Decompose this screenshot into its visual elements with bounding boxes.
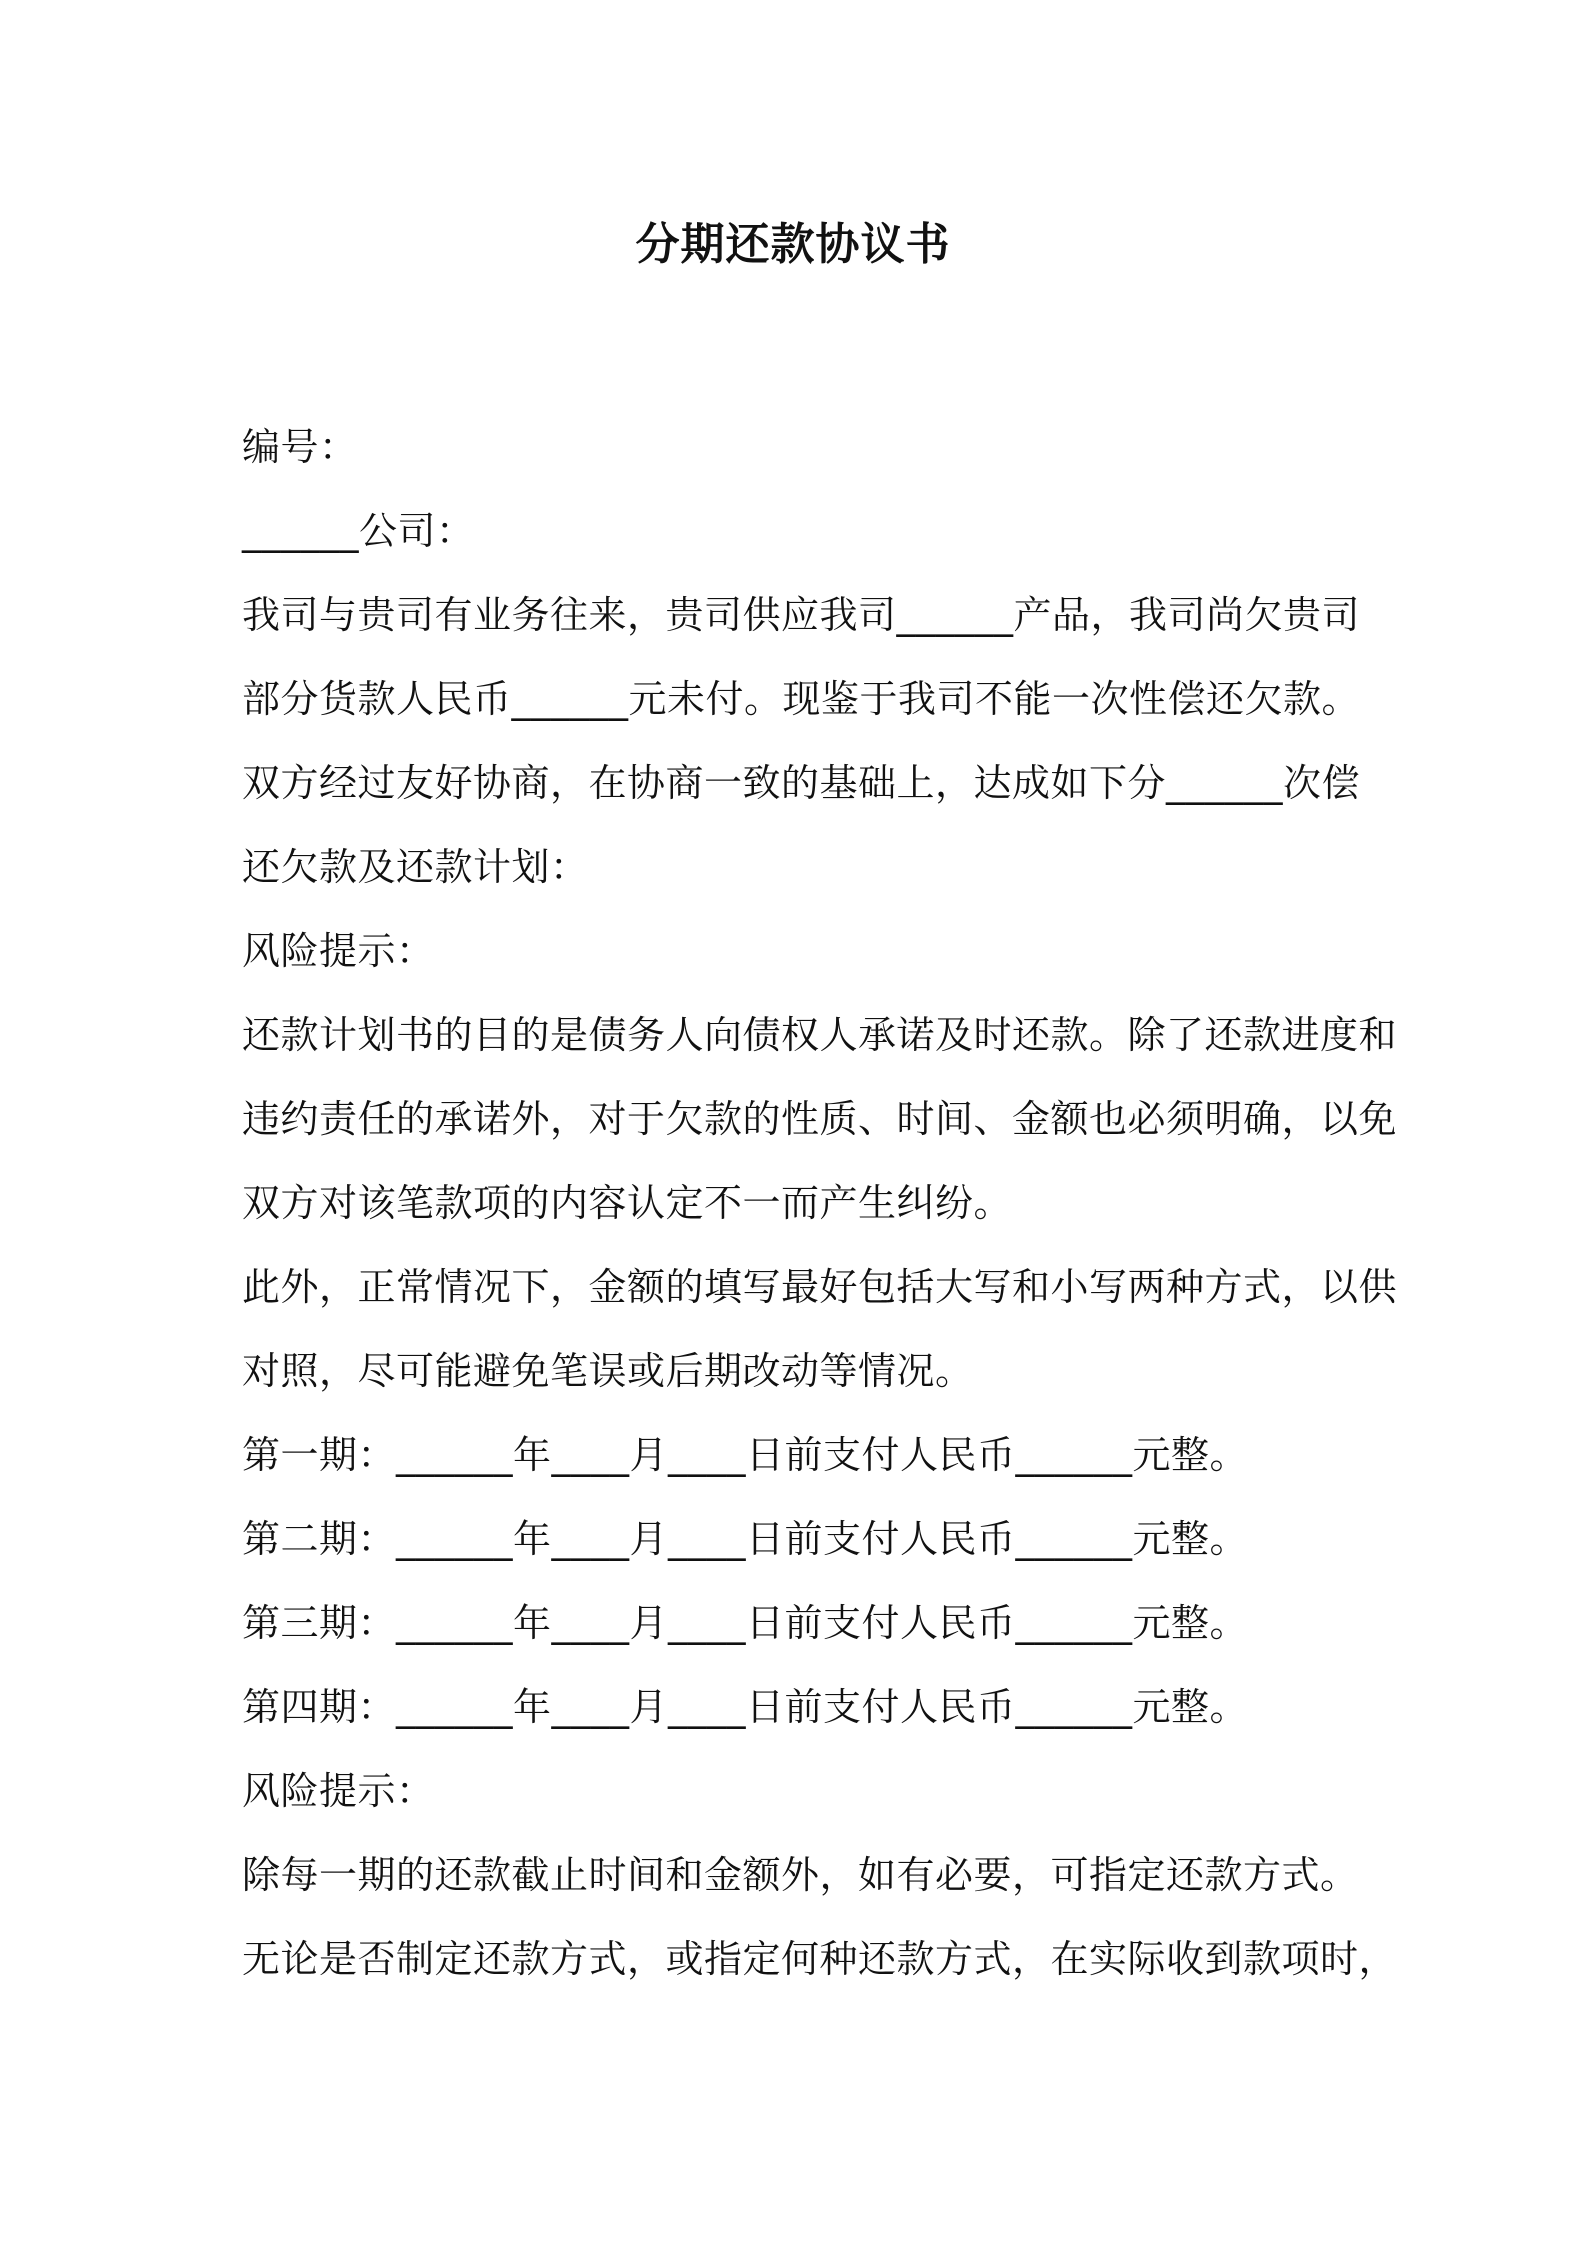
risk-notice-line: 对照，尽可能避免笔误或后期改动等情况。: [242, 1349, 974, 1393]
installment-3-line: 第三期：______年____月____日前支付人民币______元整。: [242, 1601, 1249, 1645]
intro-paragraph-line: 我司与贵司有业务往来，贵司供应我司______产品，我司尚欠贵司: [242, 593, 1361, 637]
risk-notice-line: 还款计划书的目的是债务人向债权人承诺及时还款。除了还款进度和: [242, 1013, 1398, 1057]
intro-paragraph-line: 双方经过友好协商，在协商一致的基础上，达成如下分______次偿: [242, 761, 1361, 805]
risk-notice-heading: 风险提示：: [242, 929, 435, 973]
risk-notice-line: 双方对该笔款项的内容认定不一而产生纠纷。: [242, 1181, 1013, 1225]
installment-4-line: 第四期：______年____月____日前支付人民币______元整。: [242, 1685, 1249, 1729]
recipient-company-line: ______公司：: [242, 509, 475, 553]
intro-paragraph-line: 部分货款人民币______元未付。现鉴于我司不能一次性偿还欠款。: [242, 677, 1361, 721]
risk-notice-heading: 风险提示：: [242, 1769, 435, 1813]
intro-paragraph-line: 还欠款及还款计划：: [242, 845, 589, 889]
installment-2-line: 第二期：______年____月____日前支付人民币______元整。: [242, 1517, 1249, 1561]
document-title: 分期还款协议书: [635, 219, 951, 270]
serial-number-label: 编号：: [242, 425, 358, 469]
risk-notice-line: 违约责任的承诺外，对于欠款的性质、时间、金额也必须明确，以免: [242, 1097, 1398, 1141]
risk-notice-line: 无论是否制定还款方式，或指定何种还款方式，在实际收到款项时，: [242, 1937, 1398, 1981]
risk-notice-line: 此外，正常情况下，金额的填写最好包括大写和小写两种方式，以供: [242, 1265, 1398, 1309]
risk-notice-line: 除每一期的还款截止时间和金额外，如有必要，可指定还款方式。: [242, 1853, 1359, 1897]
installment-1-line: 第一期：______年____月____日前支付人民币______元整。: [242, 1433, 1249, 1477]
document-body: [242, 405, 1398, 2001]
